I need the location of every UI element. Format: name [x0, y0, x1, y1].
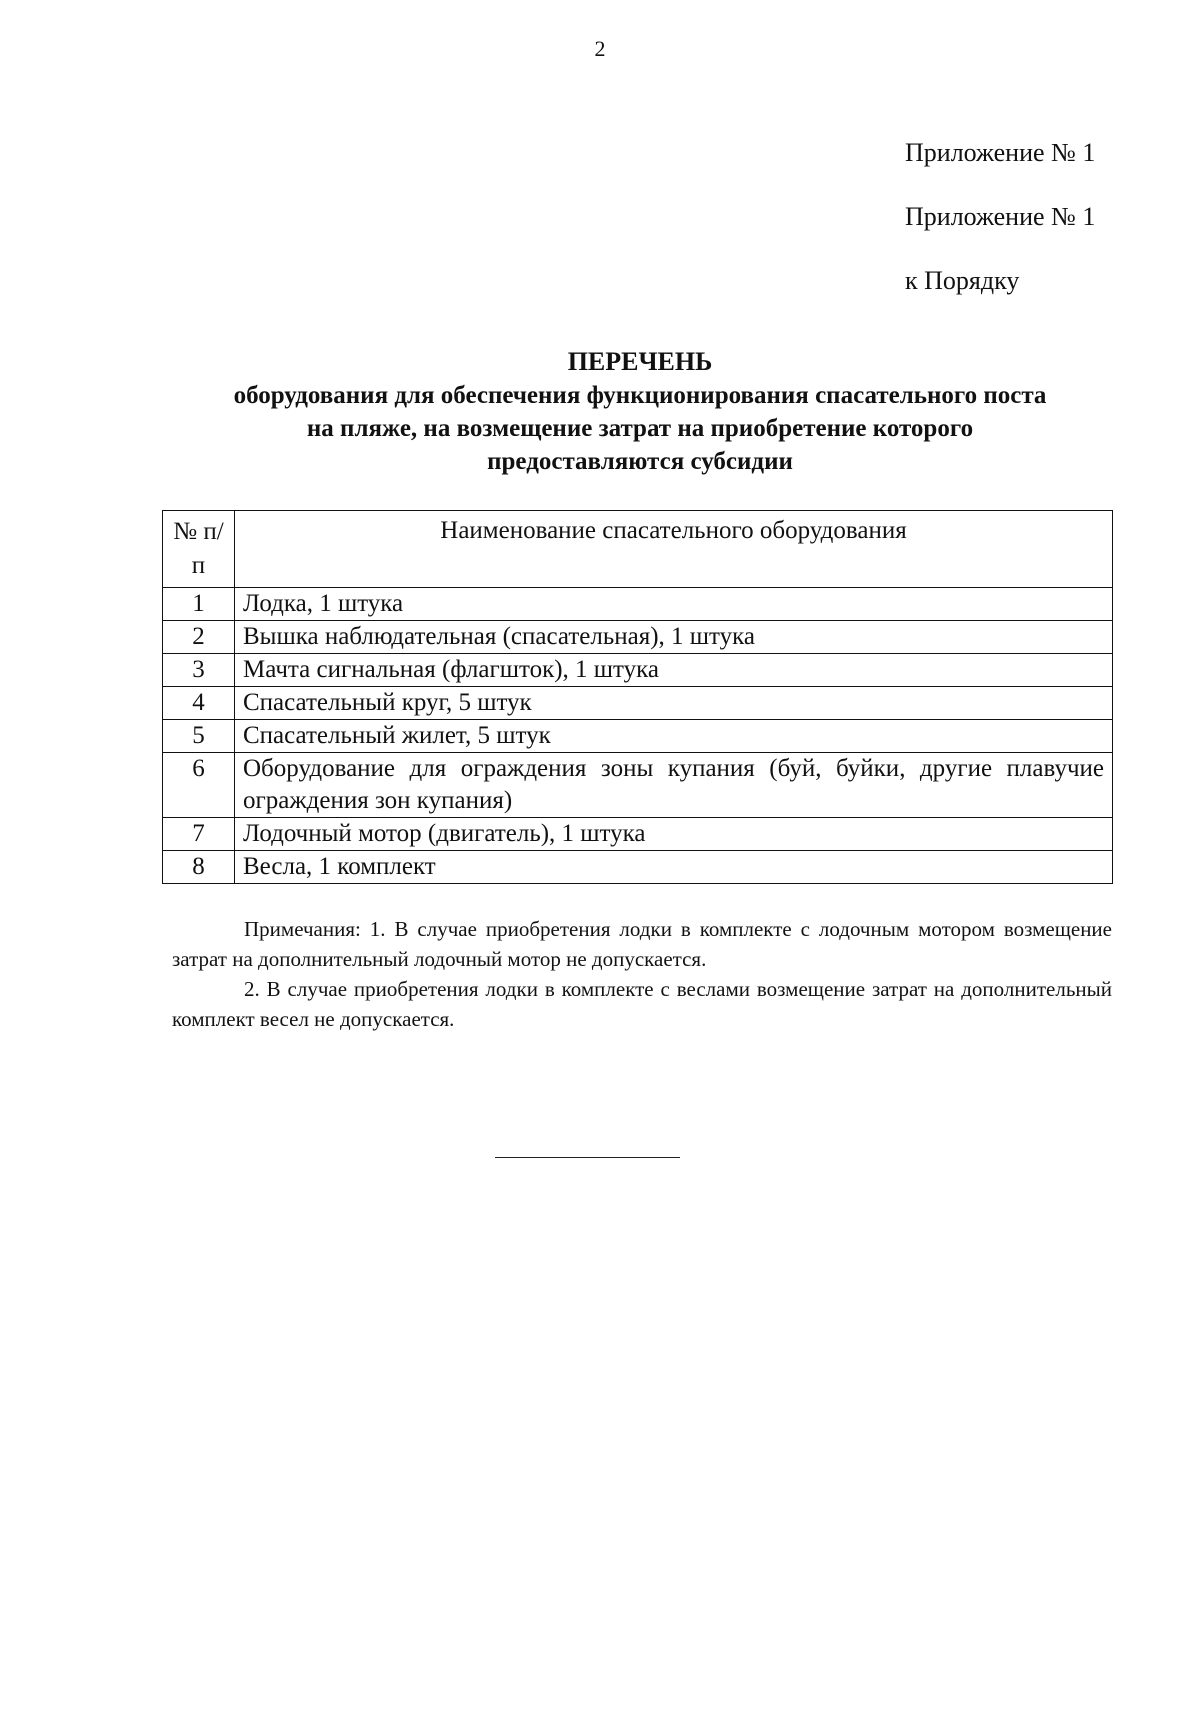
annex-label: Приложение № 1: [905, 138, 1096, 167]
table-row: [163, 753, 1113, 818]
document-subtitle: [150, 379, 1130, 478]
row-equipment-name: Лодочный мотор (двигатель), 1 штука: [235, 818, 1113, 851]
document-title: ПЕРЕЧЕНЬ: [567, 347, 713, 376]
notes-section: [172, 914, 1112, 1034]
row-equipment-name: Весла, 1 комплект: [235, 851, 1113, 884]
row-number: 4: [163, 687, 235, 720]
row-number: 5: [163, 720, 235, 753]
row-equipment-name: Спасательный круг, 5 штук: [235, 687, 1113, 720]
note-paragraph: 2. В случае приобретения лодки в комплекте с веслами возмещение затрат на дополнительный комплект весел не допускается.: [172, 977, 1112, 1031]
subtitle-line: оборудования для обеспечения функционирования спасательного поста: [233, 382, 1047, 409]
row-number: 8: [163, 851, 235, 884]
annex-order-reference: к Порядку: [905, 266, 1020, 295]
table-row: [163, 654, 1113, 687]
column-header-name: Наименование спасательного оборудования: [235, 511, 1113, 588]
row-number: 7: [163, 818, 235, 851]
column-header-number: № п/п: [163, 511, 235, 588]
row-equipment-name: Вышка наблюдательная (спасательная), 1 штука: [235, 621, 1113, 654]
table-row: [163, 818, 1113, 851]
closing-separator-line: [495, 1157, 680, 1158]
annex-label-repeat: Приложение № 1: [905, 202, 1096, 231]
subtitle-line: предоставляются субсидии: [487, 448, 793, 475]
table-row: [163, 588, 1113, 621]
page-number: 2: [594, 36, 606, 61]
row-number: 2: [163, 621, 235, 654]
row-equipment-name: Спасательный жилет, 5 штук: [235, 720, 1113, 753]
table-header-row: [163, 511, 1113, 588]
row-number: 6: [163, 753, 235, 818]
row-number: 1: [163, 588, 235, 621]
row-equipment-name: Оборудование для ограждения зоны купания (буй, буйки, другие плавучие ограждения зон купания): [235, 753, 1113, 818]
table-row: [163, 720, 1113, 753]
equipment-table: [162, 510, 1113, 884]
row-number: 3: [163, 654, 235, 687]
row-equipment-name: Мачта сигнальная (флагшток), 1 штука: [235, 654, 1113, 687]
table-row: [163, 621, 1113, 654]
table-row: [163, 687, 1113, 720]
note-paragraph: Примечания: 1. В случае приобретения лодки в комплекте с лодочным мотором возмещение затрат на дополнительный лодочный мотор не допускается.: [172, 917, 1112, 971]
table-row: [163, 851, 1113, 884]
subtitle-line: на пляже, на возмещение затрат на приобретение которого: [306, 415, 974, 442]
row-equipment-name: Лодка, 1 штука: [235, 588, 1113, 621]
